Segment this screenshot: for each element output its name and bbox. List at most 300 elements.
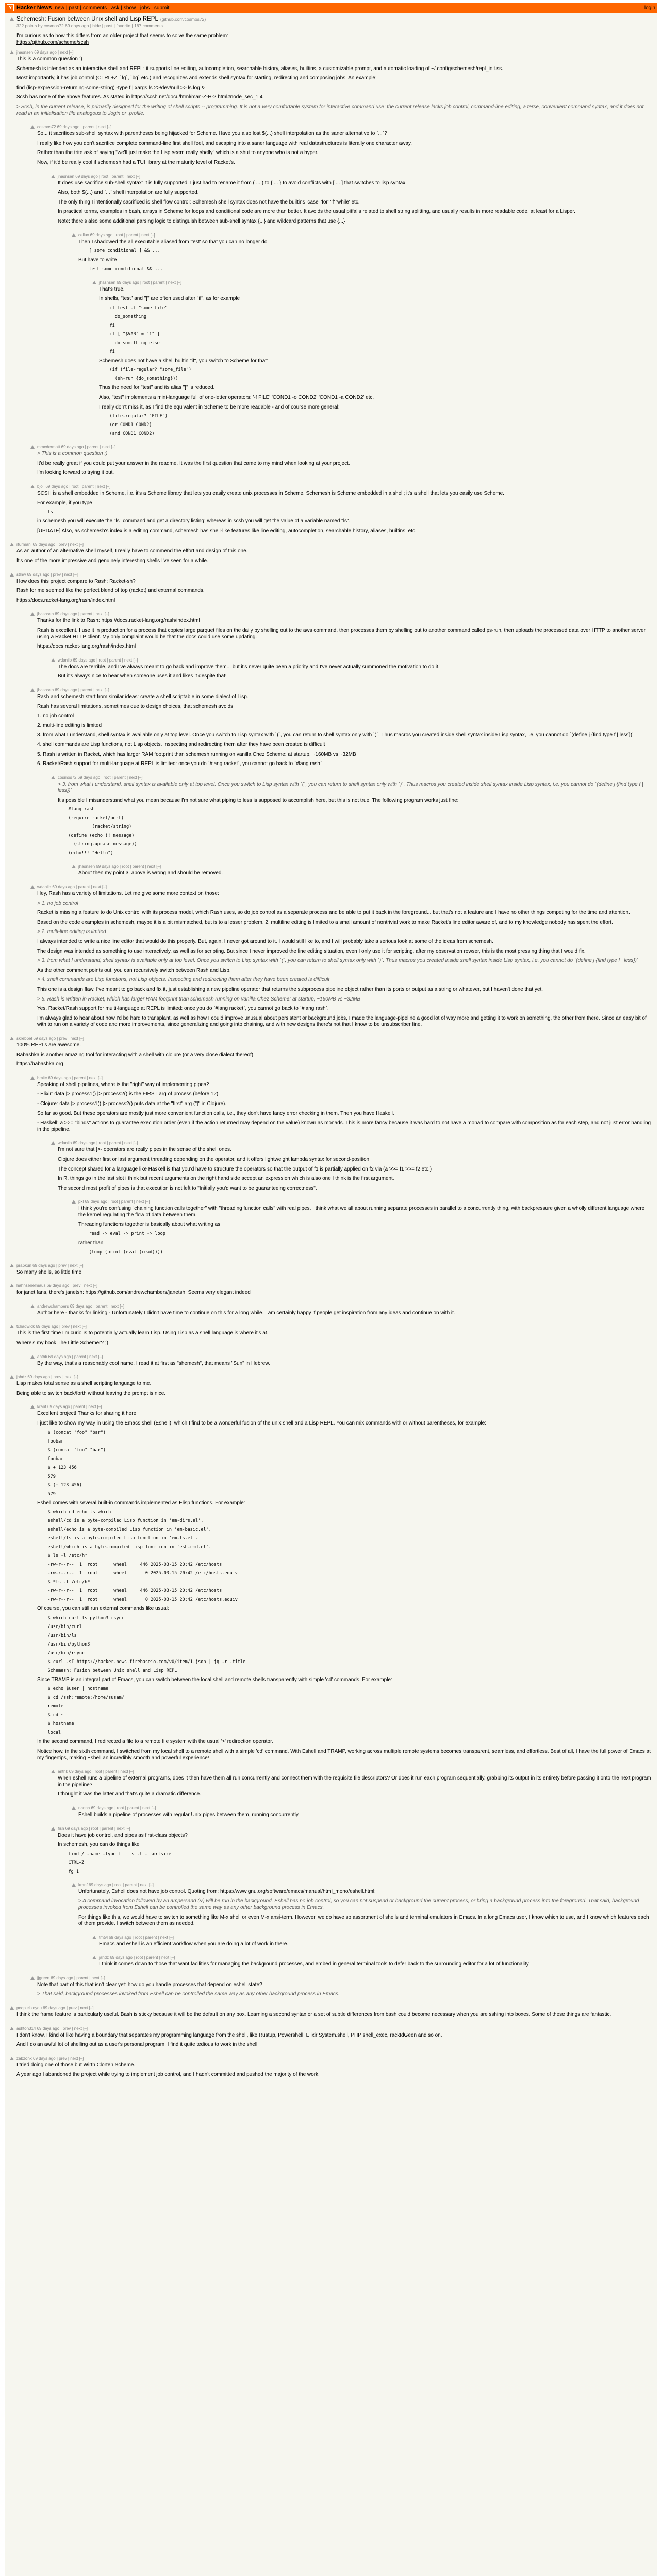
comment-text xyxy=(37,694,652,768)
comment-indent xyxy=(10,1404,30,1765)
comment-meta[interactable]: tmtvl 69 days ago | root | parent | next [–] xyxy=(99,1935,174,1940)
comment-text xyxy=(78,239,652,273)
code-line: foobar xyxy=(37,1456,64,1462)
comment-meta[interactable]: jhasnsen 69 days ago | root | parent | next [–] xyxy=(99,280,182,285)
comment xyxy=(10,1324,652,1349)
comment-paragraph: Note that part of this that isn't clear yet: how do you handle processes that depend on eshell state? xyxy=(37,1981,262,1988)
code-line: read -> eval -> print -> loop xyxy=(78,1231,166,1237)
comment-paragraph: for janet fans, there's janetsh: https://github.com/andrewchambers/janetsh; Seems very elegant indeed xyxy=(16,1290,251,1296)
comment xyxy=(10,1976,652,2001)
comment-paragraph: Also, both $(...) and `...` shell interpolation are fully supported. xyxy=(58,190,199,196)
nav-separator: | xyxy=(137,5,139,11)
comment-text xyxy=(58,1833,652,1875)
comment-paragraph: Most importantly, it has job control (CTRL+Z, `fg`, `bg` etc.) and recognizes and extends shell syntax for starting, redirecting and composing jobs. An example: xyxy=(16,75,377,81)
comment-text xyxy=(16,579,652,604)
code-line: #lang rash xyxy=(58,807,95,812)
header-bar xyxy=(5,3,657,13)
comment-meta[interactable]: jahdz 69 days ago | prev | next [–] xyxy=(16,1375,78,1380)
comment xyxy=(10,775,652,860)
comment-paragraph: https://docs.racket-lang.org/rash/index.html xyxy=(37,643,136,650)
comment-meta[interactable]: cosmos72 69 days ago | root | parent | next [–] xyxy=(58,775,143,780)
upvote-arrow-icon[interactable] xyxy=(30,1405,35,1409)
comment-indent xyxy=(10,1076,30,1137)
comment-paragraph: For things like this, we would have to switch to something like M-x shell or even M-x ansi-term. However, we do have so assortment of shells and terminal emulators in Emacs. In a long Emacs user, I know which to use, and I know which features each of them provide. I switch between them as needed. xyxy=(78,1914,649,1927)
comment-paragraph: I think you're confusing "chaining function calls together" with "threading function calls" with real pipes. I think what we all about running separate processes in parallel to a concurrently thing, with backpressure given a wholly different language where the kernel regulating the flow of data between them. xyxy=(78,1206,645,1218)
upvote-arrow-icon[interactable] xyxy=(10,2006,14,2010)
comment-paragraph: > Scsh, in the current release, is primarily designed for the writing of shell scripts -- programming. It is not a very comfortable system for interactive command use: the current release lacks job control, command-line editing, a terse, convenient command syntax, and it does not read in an initialisation file analogous to .login or .profile. xyxy=(16,104,644,116)
upvote-arrow-icon[interactable] xyxy=(30,688,35,692)
comment xyxy=(10,1304,652,1320)
comment-indent xyxy=(10,1826,51,1878)
comment xyxy=(10,1404,652,1765)
code-line: $ hostname xyxy=(37,1721,74,1727)
comment-paragraph: 3. from what I understand, shell syntax is available only at top level. Once you switch to Lisp syntax with `(`, you can return to shell syntax only with `)`. Thus macros you created inside shell syntax inside Lisp syntax, i.e. you cannot do `(define j {find type f | less})` xyxy=(37,732,634,738)
code-line: $ (concat "foo" "bar") xyxy=(37,1447,106,1453)
comment-meta[interactable]: wdanilo 69 days ago | parent | next [–] xyxy=(37,885,107,890)
comment-paragraph: Clojure does either first or last argument threading depending on the operator, and it offers lightweight lambda syntax for second-position. xyxy=(58,1156,371,1162)
comment-meta[interactable]: andrewchambers 69 days ago | parent | next [–] xyxy=(37,1303,125,1309)
comment-meta[interactable]: rfurmani 69 days ago | prev | next [–] xyxy=(16,542,84,547)
comment-paragraph: Notice how, in the sixth command, I switched from my local shell to a remote shell with a simple 'cd' command. With Eshell and TRAMP, working across multiple remote systems becomes transparent, seamless, and effortless. Best of all, I have the full power of Emacs at my fingertips, making Eshell an incredibly smooth and powerful experience! xyxy=(37,1748,651,1761)
upvote-arrow-icon[interactable] xyxy=(30,125,35,129)
comment-paragraph: I think the frame feature is particularly useful. Bash is sticky because it will be the default on any box. Learning a second syntax or a set of subtle differences from bash could become necessary when you are sshing into boxes. Some of these things are fantastic. xyxy=(16,2012,611,2018)
upvote-arrow-icon[interactable] xyxy=(30,1304,35,1308)
comment-paragraph: The design was intended as something to use interactively, as well as for scripting. But since I never improved the line editing situation, even I only use it for scripting, after my observation rowser, this is the most pressing thing that I would fix. xyxy=(37,948,586,954)
comment-body xyxy=(16,1375,652,1400)
comment-body xyxy=(37,484,652,537)
comment-text xyxy=(78,1812,652,1819)
comment xyxy=(10,233,652,276)
comment-paragraph: > 4. shell commands are Lisp functions, not Lisp objects. Inspecting and redirecting them after they have been created is difficult xyxy=(37,977,330,983)
upvote-arrow-icon[interactable] xyxy=(72,1200,76,1204)
comment-paragraph: Rash for me seemed like the perfect blend of top (racket) and external commands. xyxy=(16,588,205,594)
nav-link-submit[interactable]: submit xyxy=(154,5,170,11)
comment-paragraph: - Haskell: a >>= "binds" actions to guarantee execution order (even if the action returned may depend on the value) known as monads. This is more fancy because it was hard to not have a monad to compare with composition as for each step, and not just error handling in the pipeline. xyxy=(37,1120,651,1132)
comment-indent xyxy=(10,280,92,440)
y-logo-icon[interactable]: Y xyxy=(7,4,14,11)
comment xyxy=(10,280,652,440)
comment-paragraph: The docs are terrible, and I've always meant to go back and improve them... but it's never quite been a priority and I've never actually summoned the motivation to do it. xyxy=(58,664,440,670)
comment-paragraph: I thought it was the latter and that's quite a dramatic difference. xyxy=(58,1791,201,1798)
code-line: $ which curl ls python3 rsync xyxy=(37,1615,124,1621)
comment-body xyxy=(37,688,652,771)
upvote-arrow-icon[interactable] xyxy=(10,1325,14,1328)
upvote-arrow-icon[interactable] xyxy=(10,2057,14,2060)
comment-body xyxy=(37,125,652,169)
upvote-arrow-icon[interactable] xyxy=(10,1037,14,1040)
comment-meta[interactable]: bmitc 69 days ago | parent | next [–] xyxy=(37,1075,103,1080)
comment-indent xyxy=(10,174,51,228)
comment-text xyxy=(16,548,652,564)
comment-meta[interactable]: mmcdermott 69 days ago | parent | next [–] xyxy=(37,445,116,450)
code-line: $ *ls -l /etc/h* xyxy=(37,1580,90,1585)
comment-paragraph: Thus the need for "test" and its alias "[" is reduced. xyxy=(99,385,215,391)
upvote-arrow-icon[interactable] xyxy=(10,1284,14,1287)
code-line: 579 xyxy=(37,1473,56,1479)
comment xyxy=(10,484,652,537)
comment-paragraph: Rash and schemesh start from similar ideas: create a shell scriptable in some dialect of Lisp. xyxy=(37,693,249,700)
comment-body xyxy=(78,233,652,276)
comment-body xyxy=(58,174,652,228)
comment-text xyxy=(37,1982,652,1998)
nav-link-show[interactable]: show xyxy=(123,5,136,11)
comment-paragraph: > That said, background processes invoked from Eshell can be controlled the same way as any other background process in Emacs. xyxy=(37,1991,340,1997)
comment-body xyxy=(16,1263,652,1279)
comment-text xyxy=(16,1381,652,1397)
upvote-arrow-icon[interactable] xyxy=(10,543,14,546)
comment-text xyxy=(58,782,652,857)
nav-separator: | xyxy=(121,5,122,11)
code-line: (string-upcase message)) xyxy=(58,842,137,848)
site-name[interactable]: Hacker News xyxy=(16,5,52,11)
code-line: -rw-r--r-- 1 root wheel 0 2025-03-15 20:42 /etc/hosts.equiv xyxy=(37,1597,238,1603)
upvote-arrow-icon[interactable] xyxy=(72,1806,76,1810)
comment-text xyxy=(58,180,652,225)
comment-body xyxy=(78,1806,652,1822)
comment xyxy=(10,612,652,653)
code-line: -rw-r--r-- 1 root wheel 446 2025-03-15 20:42 /etc/hosts xyxy=(37,1588,222,1594)
comment-paragraph: I'm always glad to hear about how I'd be hard to transplant, as well as how I could improve unusual about persistent or background jobs, I made the language-pipeline a good lot of way more and getting it to work on something, the other from there. Since an easy bit of with to run on a variety of code and more improvements, since generalizing and going into chaining, and with new designs there's not that I know to be unsubscriber fine. xyxy=(37,1015,647,1028)
upvote-arrow-icon[interactable] xyxy=(10,50,14,54)
comment-body xyxy=(16,1324,652,1349)
comment-text xyxy=(58,664,652,680)
comment-paragraph: > This is a common question :) xyxy=(37,451,108,457)
nav-link-jobs[interactable]: jobs xyxy=(140,5,150,11)
comment xyxy=(10,1806,652,1822)
comment-text xyxy=(37,131,652,166)
comment-meta[interactable]: tchadwick 69 days ago | prev | next [–] xyxy=(16,1324,87,1329)
comment-text xyxy=(37,1411,652,1761)
comment-paragraph: How does this project compare to Rash: Racket-sh? xyxy=(16,578,136,584)
comment-paragraph: So many shells, so little time. xyxy=(16,1269,83,1275)
upvote-arrow-icon[interactable] xyxy=(30,1355,35,1359)
comment-body xyxy=(58,1769,652,1801)
code-line: /usr/bin/ls xyxy=(37,1633,77,1638)
comment-paragraph: I really like how you don't sacrifice complete command-line first shell feel, and escaping into a saner language with real datastructures is literally one character away. xyxy=(37,140,412,146)
comment-body xyxy=(99,1935,652,1951)
code-line: /usr/bin/rsync xyxy=(37,1650,85,1656)
comment xyxy=(10,125,652,169)
code-line: 579 xyxy=(37,1491,56,1497)
comment-meta[interactable]: kranf 69 days ago | parent | next [–] xyxy=(37,1404,102,1410)
comment-meta[interactable]: jjgreen 69 days ago | parent | next [–] xyxy=(37,1975,105,1980)
comment-paragraph: But have to write xyxy=(78,257,117,263)
upvote-arrow-icon[interactable] xyxy=(10,1264,14,1267)
comment-paragraph: I really don't miss it, as I find the equivalent in Scheme to be more readable - and of course more general: xyxy=(99,404,340,410)
comment-paragraph: Scsh has none of the above features. As stated in https://scsh.net/docu/html/man-Z-H-2.html#node_sec_1.4 xyxy=(16,94,263,100)
nav-link-ask[interactable]: ask xyxy=(111,5,120,11)
comment-indent xyxy=(10,1883,72,1930)
nav-link-new[interactable]: new xyxy=(55,5,64,11)
story-title[interactable]: Schemesh: Fusion between Unix shell and Lisp REPL xyxy=(16,16,158,22)
nav-link-past[interactable]: past xyxy=(69,5,79,11)
comment-meta[interactable]: anthk 69 days ago | root | parent | next [–] xyxy=(58,1769,134,1774)
nav-link-comments[interactable]: comments xyxy=(82,5,107,11)
comment-text xyxy=(58,1147,652,1192)
code-line: (require racket/port) xyxy=(58,816,124,821)
comment xyxy=(10,1769,652,1801)
comment-paragraph: In R, things go in the last slot i think but recent arguments on the right hand side accept an expression which is also one I think is the first argument. xyxy=(58,1176,394,1182)
upvote-arrow-icon[interactable] xyxy=(51,1141,55,1145)
comment-paragraph: Being able to switch back/forth without leaving the prompt is nice. xyxy=(16,1390,166,1396)
comment-text xyxy=(37,618,652,650)
comment-text xyxy=(16,1290,652,1296)
comment-meta[interactable]: zabzonk 69 days ago | prev | next [–] xyxy=(16,2056,84,2061)
comment-paragraph: > 1. no job control xyxy=(37,900,78,906)
upvote-arrow-icon[interactable] xyxy=(30,485,35,488)
comment-paragraph: > 2. multi-line editing is limited xyxy=(37,929,106,935)
comment-paragraph: Eshell builds a pipeline of processes with regular Unix pipes between them, running concurrently. xyxy=(78,1811,300,1818)
comment-meta[interactable]: peoplelikeyou 69 days ago | prev | next [–] xyxy=(16,2006,94,2011)
comment-meta[interactable]: anthk 69 days ago | parent | next [–] xyxy=(37,1354,103,1359)
upvote-arrow-icon[interactable] xyxy=(72,1883,76,1887)
comment-body xyxy=(58,775,652,860)
comment-body xyxy=(16,1283,652,1299)
upvote-arrow-icon[interactable] xyxy=(51,776,55,779)
comment-body xyxy=(16,50,652,120)
comment xyxy=(10,1283,652,1299)
comment-indent xyxy=(10,775,51,860)
code-line: foobar xyxy=(37,1438,64,1444)
story-domain[interactable]: (github.com/cosmos72) xyxy=(160,16,206,22)
story-meta: 322 points by cosmos72 69 days ago | hide | past | favorite | 167 comments xyxy=(16,23,163,28)
comment-paragraph: The concept shared for a language like Haskell is that you'd have to structure the operators so that the output of f1 is partially applied on f2 via (a >>= f1 >>= f2 etc.) xyxy=(58,1166,432,1172)
comment-indent xyxy=(10,1304,30,1320)
comment-indent xyxy=(10,1806,72,1822)
comment-indent xyxy=(10,1769,51,1801)
upvote-arrow-icon[interactable] xyxy=(10,1375,14,1379)
comment-paragraph: in schemesh you will execute the "ls" command and get a directory listing: whereas in scsh you will get the value of a variable named "ls". xyxy=(37,518,351,524)
comment-meta[interactable]: bjoli 69 days ago | root | parent | next [–] xyxy=(37,484,111,489)
upvote-arrow-icon[interactable] xyxy=(72,865,76,868)
comment-indent xyxy=(10,885,30,1031)
code-line: /usr/bin/curl xyxy=(37,1624,82,1630)
comment-paragraph: But it's always nice to hear when someone uses it and likes it despite that! xyxy=(58,673,227,680)
comment-paragraph: That's true. xyxy=(99,286,125,292)
upvote-arrow-icon[interactable] xyxy=(51,175,55,178)
comment-paragraph: When eshell runs a pipeline of external programs, does it then have them all run concurrently and connect them with the requisite file descriptors? Or does it run each program sequentially, grabbing its output in its entirety before passing it onto the next program in the pipeline? xyxy=(58,1775,651,1788)
comment-paragraph: 4. shell commands are Lisp functions, not Lisp objects. Inspecting and redirecting them after they have been created is difficult xyxy=(37,741,325,748)
comment-meta[interactable]: fish 69 days ago | root | parent | next [–] xyxy=(58,1826,130,1831)
code-line: fi xyxy=(99,323,115,328)
nav-separator: | xyxy=(80,5,81,11)
comment-meta[interactable]: jhasnsen 69 days ago | next [–] xyxy=(16,50,74,55)
upvote-arrow-icon[interactable] xyxy=(30,1976,35,1980)
comment-paragraph: 1. no job control xyxy=(37,713,74,719)
comment-meta[interactable]: kranf 69 days ago | root | parent | next [–] xyxy=(78,1882,154,1887)
comment-text xyxy=(78,870,652,877)
comment-paragraph: Rash is excellent. I use it in production for a process that copies large parquet files on the daily by shelling out to the aws command, then processes them by shelling out to another command called ps-run, then uploads the processed data over HTTP to another server using a Racket HTTP client. My only complaint would be that the docs could use some updating. xyxy=(37,627,646,640)
comment xyxy=(10,1883,652,1930)
comment-text xyxy=(99,1941,652,1948)
code-line: [ some conditional ] && ... xyxy=(78,248,160,254)
comment-meta[interactable]: nanna 69 days ago | root | parent | next [–] xyxy=(78,1805,156,1810)
comment-paragraph: Note: there's also some additional parsing logic to distinguish between sub-shell syntax {...} and wildcard patterns that use {...} xyxy=(58,218,345,224)
comment xyxy=(10,885,652,1031)
comment-indent xyxy=(10,1935,92,1951)
comment-paragraph: Based on the code examples in schemesh, maybe it is a bit mismatched, but is to a lesser problem. 2. multiline editing is limited to a small amount of nontrivial work to make Racket's line editor aware of, and to my knowledge nobody has spent the effort. xyxy=(37,919,613,925)
code-line: (define (echo!!! message) xyxy=(58,833,135,839)
code-line: do_something_else xyxy=(99,340,160,346)
code-line: fg 1 xyxy=(58,1869,79,1874)
upvote-arrow-icon[interactable] xyxy=(92,281,96,284)
comment-paragraph: 6. Racket/Rash support for multi-language at REPL is limited: once you do `#lang racket`, you cannot go back to `#lang rash` xyxy=(37,761,322,767)
comment-body xyxy=(58,658,652,683)
comment-meta[interactable]: jhasnsen 69 days ago | root | parent | next [–] xyxy=(58,174,141,179)
code-line: eshell/cd is a byte-compiled Lisp function in 'em-dirs.el'. xyxy=(37,1518,204,1524)
comment-text xyxy=(37,490,652,534)
comment-meta[interactable]: wdanilo 69 days ago | root | parent | next [–] xyxy=(58,1141,138,1146)
comment xyxy=(10,50,652,120)
code-line: /usr/bin/python3 xyxy=(37,1641,90,1647)
upvote-arrow-icon[interactable] xyxy=(51,1770,55,1773)
comment-body xyxy=(16,542,652,567)
upvote-arrow-icon[interactable] xyxy=(92,1956,96,1959)
comment-body xyxy=(37,1404,652,1765)
comment-body xyxy=(58,1141,652,1195)
comment xyxy=(10,445,652,480)
comment-paragraph: I'm not sure that [>- operators are really pipes in the sense of the shell ones. xyxy=(58,1147,231,1153)
comment-paragraph: > 3. from what I understand, shell syntax is available only at top level. Once you switch to Lisp syntax with `(`, you can return to shell syntax only with `)`. Thus macros you created inside shell syntax inside Lisp syntax, i.e. you cannot do `(define j {find type f | less})` xyxy=(58,781,643,794)
code-line: -rw-r--r-- 1 root wheel 446 2025-03-15 20:42 /etc/hosts xyxy=(37,1562,222,1568)
comment-meta[interactable]: jhasnsen 69 days ago | parent | next [–] xyxy=(37,612,109,617)
code-line: (file-regular? "FILE") xyxy=(99,414,168,419)
comment-body xyxy=(16,572,652,607)
code-line: (loop (print (eval (read)))) xyxy=(78,1249,163,1255)
upvote-arrow-icon[interactable] xyxy=(10,2027,14,2030)
upvote-arrow-icon[interactable] xyxy=(30,612,35,616)
comment-paragraph: Since TRAMP is an integral part of Emacs, you can switch between the local shell and remote shells transparently with simple 'cd' commands. For example: xyxy=(37,1676,392,1683)
comment-paragraph: In shells, "test" and "[" are often used after "if", as for example xyxy=(99,296,240,302)
upvote-arrow-icon[interactable] xyxy=(10,573,14,577)
comment-paragraph: This is a common question :) xyxy=(16,56,82,62)
comment-paragraph: Threading functions together is basically about what writing as xyxy=(78,1222,221,1228)
comment-paragraph: [UPDATE] Also, as schemesh's index is a editing command, schemesh has shell-like features like line editing, autocompletion, searchable history, aliases, builtins, etc. xyxy=(37,528,417,534)
comment-paragraph: The only thing I intentionally sacrificed is shell flow control: Schemesh shell syntax does not have the builtins 'case' 'for' 'if' 'while' etc. xyxy=(58,199,360,205)
comment-meta[interactable]: jhasnsen 69 days ago | parent | next [–] xyxy=(37,687,109,692)
comment-meta[interactable]: jahdz 69 days ago | root | parent | next [–] xyxy=(99,1955,175,1960)
comment-paragraph: Where's my book The Little Schemer? ;) xyxy=(16,1340,108,1346)
story xyxy=(5,13,657,47)
comment-body xyxy=(78,1883,652,1930)
upvote-arrow-icon[interactable] xyxy=(30,445,35,449)
code-line: -rw-r--r-- 1 root wheel 0 2025-03-15 20:42 /etc/hosts.equiv xyxy=(37,1571,238,1577)
upvote-arrow-icon[interactable] xyxy=(92,1936,96,1939)
code-line: $ cd /ssh:remote:/home/susam/ xyxy=(37,1695,124,1701)
comment-meta[interactable]: prabkun 69 days ago | prev | next [–] xyxy=(16,1263,84,1268)
comment xyxy=(10,1036,652,1071)
comment-meta[interactable]: cellux 69 days ago | root | parent | next [–] xyxy=(78,232,155,238)
comment-body xyxy=(37,445,652,480)
comment-paragraph: This one is a design flaw. I've meant to go back and fix it, just establishing a new pipeline operator that returns the subprocess pipeline object rather than its ports or output as a string or whatever, but I haven't done that yet. xyxy=(37,987,543,992)
comment-indent xyxy=(10,445,30,480)
code-line: CTRL+Z xyxy=(58,1860,85,1866)
comment-paragraph: > A command invocation followed by an ampersand (&) will be run in the background. Eshell has no job control, so you can not suspend or background the current process, or bring a background process into the foreground. That said, background processes invoked from Eshell can be controlled the same way as any other background process in Emacs. xyxy=(78,1898,639,1910)
comment-body xyxy=(16,2056,652,2081)
comment xyxy=(10,864,652,880)
comment-paragraph: I think it comes down to those that want facilities for managing the background processes, and embed in general terminal tools to defer back to the surrounding editor for a lot of functionality. xyxy=(99,1961,530,1968)
upvote-arrow-icon[interactable] xyxy=(30,1076,35,1080)
code-line: (and COND1 COND2) xyxy=(99,431,155,437)
comment-indent xyxy=(10,1199,72,1258)
comment-meta[interactable]: cosmos72 69 days ago | parent | next [–] xyxy=(37,125,112,130)
comment-body xyxy=(58,1826,652,1878)
comment-meta[interactable]: pxl 69 days ago | root | parent | next [–] xyxy=(78,1199,150,1205)
comment-text xyxy=(99,286,652,437)
comment-text xyxy=(37,1361,652,1367)
comment-paragraph: I don't know, I kind of like having a boundary that separates my programming language from the shell, like Rustup, Powershell, Elixir System.shell, PHP shell_exec, rackIdGeen and so on. xyxy=(16,2032,442,2038)
comment-text xyxy=(37,451,652,477)
comment-paragraph: find (lisp-expression-returning-some-string) -type f | xargs ls 2>/dev/null >> ls.log & xyxy=(16,84,205,91)
comment-meta[interactable]: ashton314 69 days ago | prev | next [–] xyxy=(16,2026,88,2031)
code-line: (sh-run {do_something})) xyxy=(99,376,178,382)
comment-meta[interactable]: stlnw 69 days ago | prev | next [–] xyxy=(16,572,78,577)
comment-body xyxy=(78,864,652,880)
comment-body xyxy=(99,1955,652,1971)
comment-meta[interactable]: jhasnsen 69 days ago | root | parent | next [–] xyxy=(78,864,161,869)
comment-tree xyxy=(5,47,657,2089)
comment-text xyxy=(16,56,652,117)
comment-text xyxy=(37,1310,652,1317)
code-line: (racket/string) xyxy=(58,824,132,830)
upvote-arrow-icon[interactable] xyxy=(51,658,55,662)
code-line: (echo!!! "Hello") xyxy=(58,851,113,856)
comment-paragraph: Babashka is another amazing tool for interacting with a shell with clojure (or a very close dialect thereof): xyxy=(16,1052,255,1058)
comment xyxy=(10,174,652,228)
login-link[interactable]: login xyxy=(644,5,655,11)
upvote-arrow-icon[interactable] xyxy=(10,17,14,21)
comment xyxy=(10,1199,652,1258)
story-text-link[interactable]: https://github.com/scheme/scsh xyxy=(16,40,89,45)
comment xyxy=(10,2006,652,2022)
code-line: $ (concat "foo" "bar") xyxy=(37,1430,106,1435)
nav-separator: | xyxy=(108,5,110,11)
comment-paragraph: - Clojure: data |> process1() |> process2() puts data at the "first" arg ("|" in Clojure). xyxy=(37,1100,227,1107)
comment-text xyxy=(16,1042,652,1068)
comment-paragraph: So... it sacrifices sub-shell syntax with parentheses being hijacked for Scheme. Have you also lost $(...) shell interpolation as the saner alternative to `...`? xyxy=(37,131,387,137)
comment xyxy=(10,1935,652,1951)
comment-paragraph: I'm looking forward to trying it out. xyxy=(37,470,114,476)
code-line: eshell/which is a byte-compiled Lisp function in 'esh-cmd.el'. xyxy=(37,1545,211,1550)
comment-paragraph: Hey, Rash has a variety of limitations. Let me give some more context on those: xyxy=(37,891,219,897)
upvote-arrow-icon[interactable] xyxy=(72,233,76,237)
comment-text xyxy=(37,1082,652,1133)
comment-body xyxy=(37,612,652,653)
page xyxy=(5,3,657,2576)
comment-paragraph: A year ago I abandoned the project while trying to implement job control, and I hadn't committed and pushed the majority of the work. xyxy=(16,2072,320,2078)
comment-paragraph: Of course, you can still run external commands like usual: xyxy=(37,1606,169,1612)
comment-paragraph: Emacs and eshell is an efficient workflow when you are doing a lot of work in there. xyxy=(99,1941,289,1947)
code-line: $ (+ 123 456) xyxy=(37,1482,82,1488)
comment-indent xyxy=(10,233,72,276)
comment-meta[interactable]: skrebbel 69 days ago | prev | next [–] xyxy=(16,1036,84,1041)
code-line: fi xyxy=(99,349,115,354)
comment-paragraph: Author here - thanks for linking - Unfortunately I didn't have time to continue on this for a long while. I am certainly happy if people get inspiration from any ideas and continue on with it. xyxy=(37,1310,455,1316)
comment-text xyxy=(16,1330,652,1346)
comment xyxy=(10,2056,652,2081)
comment-paragraph: https://docs.racket-lang.org/rash/index.html xyxy=(16,597,115,603)
comment-meta[interactable]: hahnsenelmaus 69 days ago | prev | next [–] xyxy=(16,1283,98,1289)
comment-indent xyxy=(10,658,51,683)
comment-meta[interactable]: wdanilo 69 days ago | root | parent | next [–] xyxy=(58,657,138,663)
comment-text xyxy=(16,2032,652,2048)
comment xyxy=(10,658,652,683)
upvote-arrow-icon[interactable] xyxy=(30,885,35,889)
comment-paragraph: It's possible I misunderstand what you mean because I'm not sure what piping to less is supposed to accomplish here, but this is not true. The following program works just fine: xyxy=(58,797,459,803)
comment xyxy=(10,1955,652,1971)
upvote-arrow-icon[interactable] xyxy=(51,1827,55,1831)
code-line: eshell/echo is a byte-compiled Lisp function in 'em-basic.el'. xyxy=(37,1527,211,1533)
